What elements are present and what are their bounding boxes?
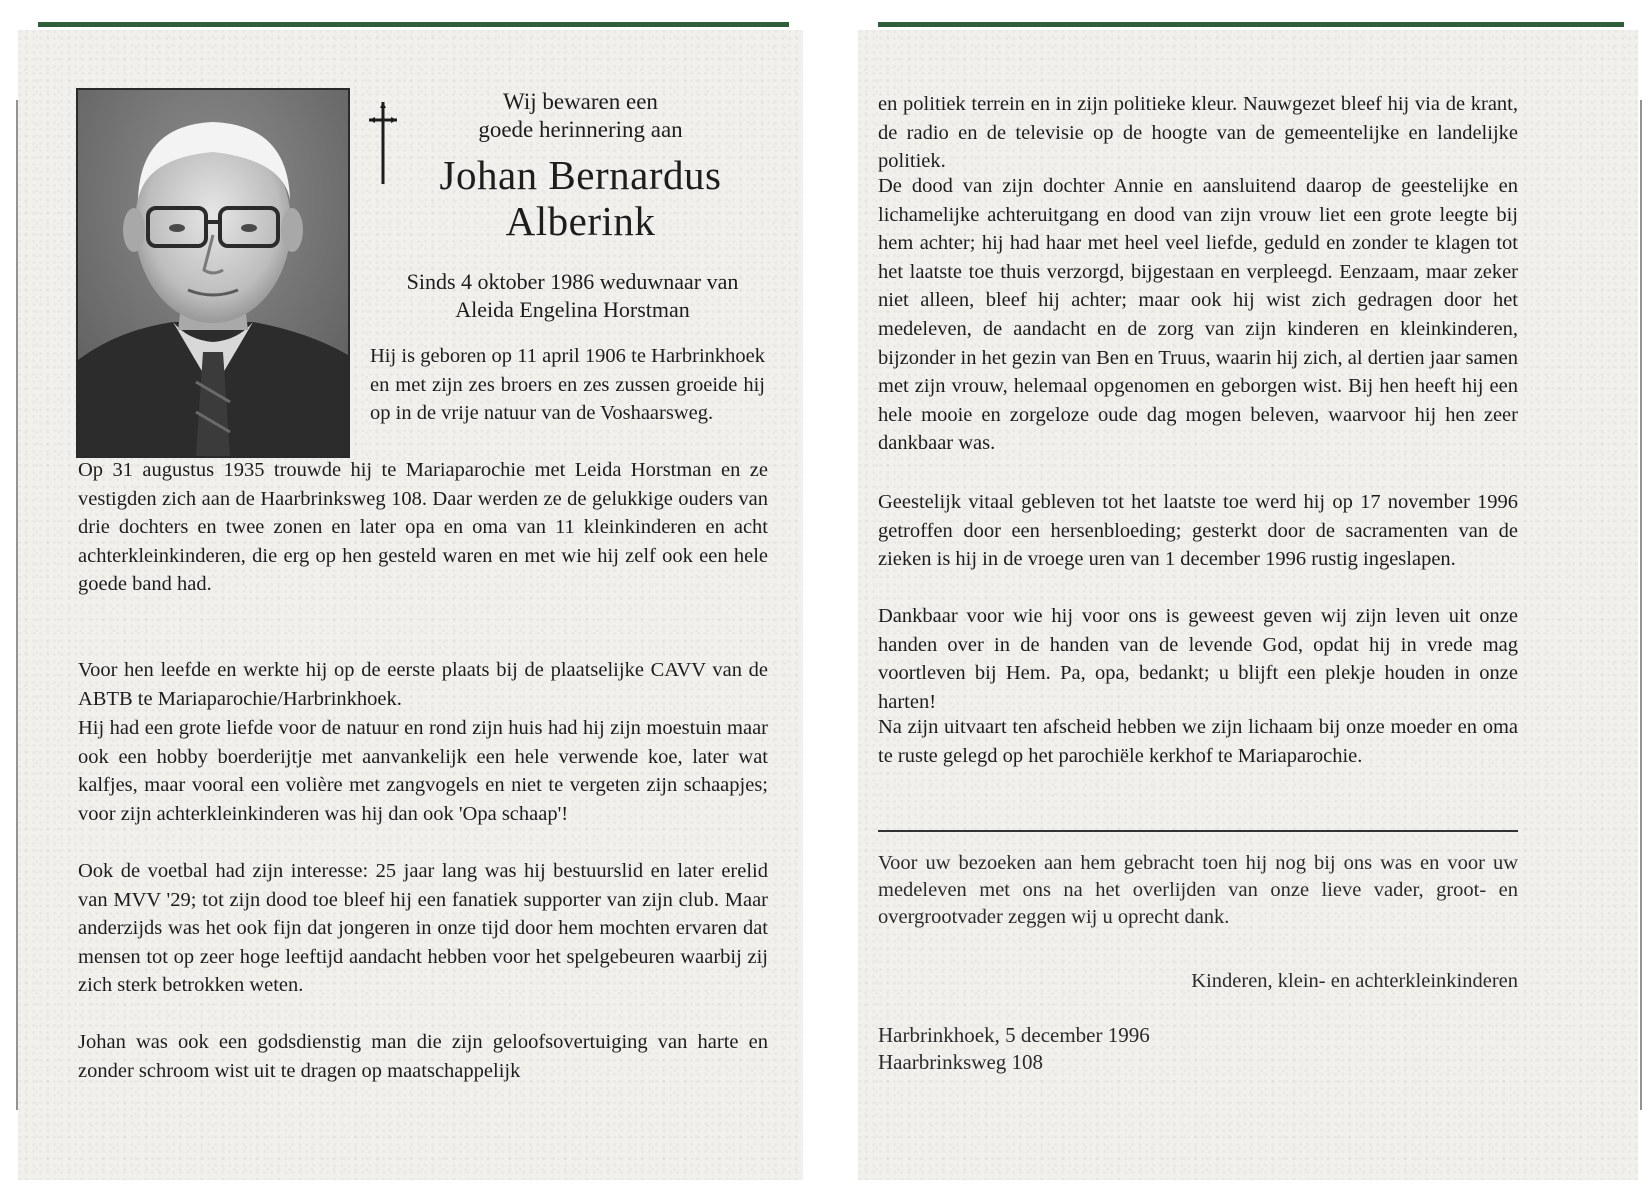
paragraph-burial: Na zijn uitvaart ten afscheid hebben we zijn lichaam bij onze moeder en oma te ruste gelegd op het parochiële kerkhof te Mariaparochie. [878, 716, 1518, 767]
place-and-address [878, 1022, 1150, 1076]
page-edge [1640, 100, 1642, 1110]
memorial-header [378, 88, 783, 244]
address: Haarbrinksweg 108 [878, 1050, 1044, 1074]
paragraph-nature: Hij had een grote liefde voor de natuur en rond zijn huis had hij zijn moestuin maar ook een hobby boerderijtje met aanvankelijk een hele verwende koe, later wat kalfjes, maar vooral een volière met zangvogels en niet te vergeten zijn schaapjes; voor zijn achterkleinkinderen was hij dan ook 'Opa schaap'! [78, 717, 768, 825]
left-page [18, 30, 803, 1180]
paragraph-football: Ook de voetbal had zijn interesse: 25 jaar lang was hij bestuurslid en later erelid van MVV '29; tot zijn dood toe bleef hij een fanatiek supporter van zijn club. Maar anderzijds was het ook fijn dat jongeren in onze tijd door hem mochten ervaren dat mensen tot op zeer hoge leeftijd aandacht hebben voor het spelgebeuren waarbij zij zich sterk betrokken weten. [78, 860, 768, 997]
right-page [858, 30, 1638, 1180]
divider-line [878, 830, 1518, 832]
paragraph-passing: Geestelijk vitaal gebleven tot het laatste toe werd hij op 17 november 1996 getroffen door een hersenbloeding; gesterkt door de sacramenten van de zieken is hij in de vroege uren van 1 december 1996 rustig ingeslapen. [878, 491, 1518, 571]
deceased-surname: Alberink [505, 198, 656, 244]
paragraph-work: Voor hen leefde en werkte hij op de eerste plaats bij de plaatselijke CAVV van de ABTB te Mariaparochie/Harbrinkhoek. [78, 659, 768, 710]
spouse-name: Aleida Engelina Horstman [455, 297, 690, 322]
thanks-note: Voor uw bezoeken aan hem gebracht toen hij nog bij ons was en voor uw medeleven met ons na het overlijden van onze lieve vader, groot- en overgrootvader zeggen wij u oprecht dank. [878, 852, 1518, 928]
paragraph-gratitude: Dankbaar voor wie hij voor ons is geweest geven wij zijn leven uit onze handen over in de handen van de levende God, opdat hij in vrede mag voortleven bij Hem. Pa, opa, bedankt; u blijft een plekje houden in onze harten! [878, 605, 1518, 713]
place-date: Harbrinkhoek, 5 december 1996 [878, 1023, 1150, 1047]
paragraph-faith: Johan was ook een godsdienstig man die zijn geloofsovertuiging van harte en zonder schroom wist uit te dragen op maatschappelijk [78, 1031, 768, 1082]
paragraph-birth: Hij is geboren op 11 april 1906 te Harbrinkhoek en met zijn zes broers en zes zussen groeide hij op in de vrije natuur van de Voshaarsweg. [370, 345, 765, 425]
portrait-photo [76, 88, 350, 458]
signature-line: Kinderen, klein- en achterkleinkinderen [1191, 970, 1518, 992]
deceased-name: Johan Bernardus [439, 152, 722, 198]
paragraph-marriage: Op 31 augustus 1935 trouwde hij te Mariaparochie met Leida Horstman en ze vestigden zich aan de Haarbrinksweg 108. Daar werden ze de gelukkige ouders van drie dochters en twee zonen en later opa en oma van 11 kleinkinderen en acht achterkleinkinderen, die erg op hen gesteld waren en met wie hij zelf ook een hele goede band had. [78, 459, 768, 596]
intro-line: Wij bewaren een [503, 89, 658, 114]
page-edge [16, 100, 18, 1110]
widower-line: Sinds 4 oktober 1986 weduwnaar van [406, 269, 739, 294]
intro-line: goede herinnering aan [478, 117, 683, 142]
paragraph-family: De dood van zijn dochter Annie en aansluitend daarop de geestelijke en lichamelijke achteruitgang en dood van zijn vrouw liet een grote leegte bij hem achter; hij had haar met heel veel liefde, geduld en zonder te klagen tot het laatste toe thuis verzorgd, bijgestaan en verpleegd. Eenzaam, maar zeker niet alleen, bleef hij achter; maar ook hij wist zich gedragen door het medeleven, de aandacht en de zorg van zijn kinderen en kleinkinderen, bijzonder in het gezin van Ben en Truus, waarin hij zich, al dertien jaar samen met zijn vrouw, helemaal opgenomen en geborgen wist. Bij hen heeft hij een hele mooie en zorgeloze oude dag mogen beleven, waarvoor hij hen zeer dankbaar was. [878, 175, 1518, 455]
widower-note [370, 268, 775, 324]
paragraph-politics: en politiek terrein en in zijn politieke kleur. Nauwgezet bleef hij via de krant, de radio en de televisie op de hoogte van de gemeentelijke en landelijke politiek. [878, 93, 1518, 173]
